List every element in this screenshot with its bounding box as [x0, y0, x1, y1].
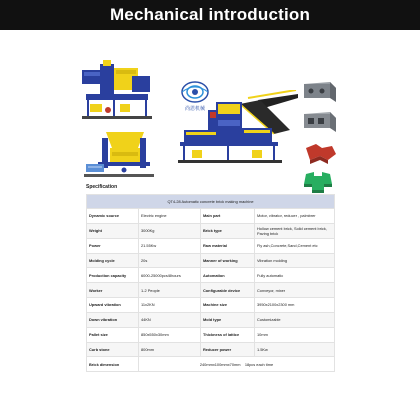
- table-row: [87, 342, 335, 357]
- spec-value: 6000-25000pcs/8hours: [139, 268, 201, 283]
- specification-label: Specification: [86, 184, 118, 190]
- spec-value: Fly ash,Concrete,Sand,Cement etc: [255, 238, 335, 253]
- spec-key: Curb stone: [87, 342, 139, 357]
- spec-key: Brick dimension: [87, 357, 139, 372]
- machine-photo-bottom-left: [84, 128, 156, 180]
- spec-key: Reducer power: [201, 342, 255, 357]
- spec-value: Vibration molding: [255, 253, 335, 268]
- table-row: [87, 209, 335, 224]
- spec-key: Main part: [201, 209, 255, 224]
- product-photos: [0, 30, 420, 182]
- table-row: [87, 238, 335, 253]
- spec-value: Motor, vibrator, reducer , palmbrer: [255, 209, 335, 224]
- spec-value: 850x550x30mm: [139, 327, 201, 342]
- table-row: [87, 268, 335, 283]
- spec-value: 1-2 People: [139, 283, 201, 298]
- hollow-brick-sample-1: [304, 82, 336, 102]
- table-row: [87, 283, 335, 298]
- spec-key: Thickness of lattice: [201, 327, 255, 342]
- spec-value: 11x2KN: [139, 298, 201, 313]
- spec-key: Power: [87, 238, 139, 253]
- brand-logo-caption: 尚恩机械: [184, 106, 205, 112]
- spec-key: Mold type: [201, 312, 255, 327]
- spec-value: 21.55Kw: [139, 238, 201, 253]
- spec-value: 10mm: [255, 327, 335, 342]
- table-row: [87, 298, 335, 313]
- spec-key: Worker: [87, 283, 139, 298]
- spec-key: Raw material: [201, 238, 255, 253]
- spec-key: Manner of working: [201, 253, 255, 268]
- spec-key: Machine size: [201, 298, 255, 313]
- spec-value: 1.5Kw: [255, 342, 335, 357]
- table-caption: QT4-28 Automatic concrete brick making machine: [87, 195, 335, 209]
- spec-value: Electric engine: [139, 209, 201, 224]
- spec-key: Dynamic source: [87, 209, 139, 224]
- spec-value: Fully automatic: [255, 268, 335, 283]
- spec-value: Customizable: [255, 312, 335, 327]
- paving-brick-sample-red: [306, 144, 336, 164]
- spec-value: 3000Kg: [139, 223, 201, 238]
- spec-value: Conveyor, mixer: [255, 283, 335, 298]
- spec-value: 44KN: [139, 312, 201, 327]
- spec-value: 3950x2100x2300 mm: [255, 298, 335, 313]
- table-row: [87, 253, 335, 268]
- page-banner: [0, 0, 420, 30]
- spec-value: 20s: [139, 253, 201, 268]
- spec-value: Hollow cement brick, Solid cement brick, Paving brick: [255, 223, 335, 238]
- hollow-brick-sample-2: [304, 112, 336, 132]
- spec-key: Molding cycle: [87, 253, 139, 268]
- table-caption-row: [87, 195, 335, 209]
- table-row: [87, 357, 335, 372]
- spec-key: Automation: [201, 268, 255, 283]
- spec-key: Configurable device: [201, 283, 255, 298]
- banner-title: Mechanical introduction: [109, 5, 311, 24]
- paving-brick-sample-green: [304, 172, 332, 193]
- table-row: [87, 312, 335, 327]
- spec-key: Down vibration: [87, 312, 139, 327]
- spec-key: Weight: [87, 223, 139, 238]
- spec-value: 800mm: [139, 342, 201, 357]
- spec-key: Pallet size: [87, 327, 139, 342]
- machine-photo-production-line: [178, 90, 298, 182]
- table-row: [87, 223, 335, 238]
- spec-key: Production capacity: [87, 268, 139, 283]
- spec-key: Brick type: [201, 223, 255, 238]
- brick-samples: [300, 80, 340, 198]
- spec-key: Upward vibration: [87, 298, 139, 313]
- spec-value: 240mmx100mmx70mm 18pcs each time: [139, 357, 335, 372]
- table-row: [87, 327, 335, 342]
- specification-table: [86, 194, 335, 372]
- machine-photo-top-left: [80, 58, 154, 128]
